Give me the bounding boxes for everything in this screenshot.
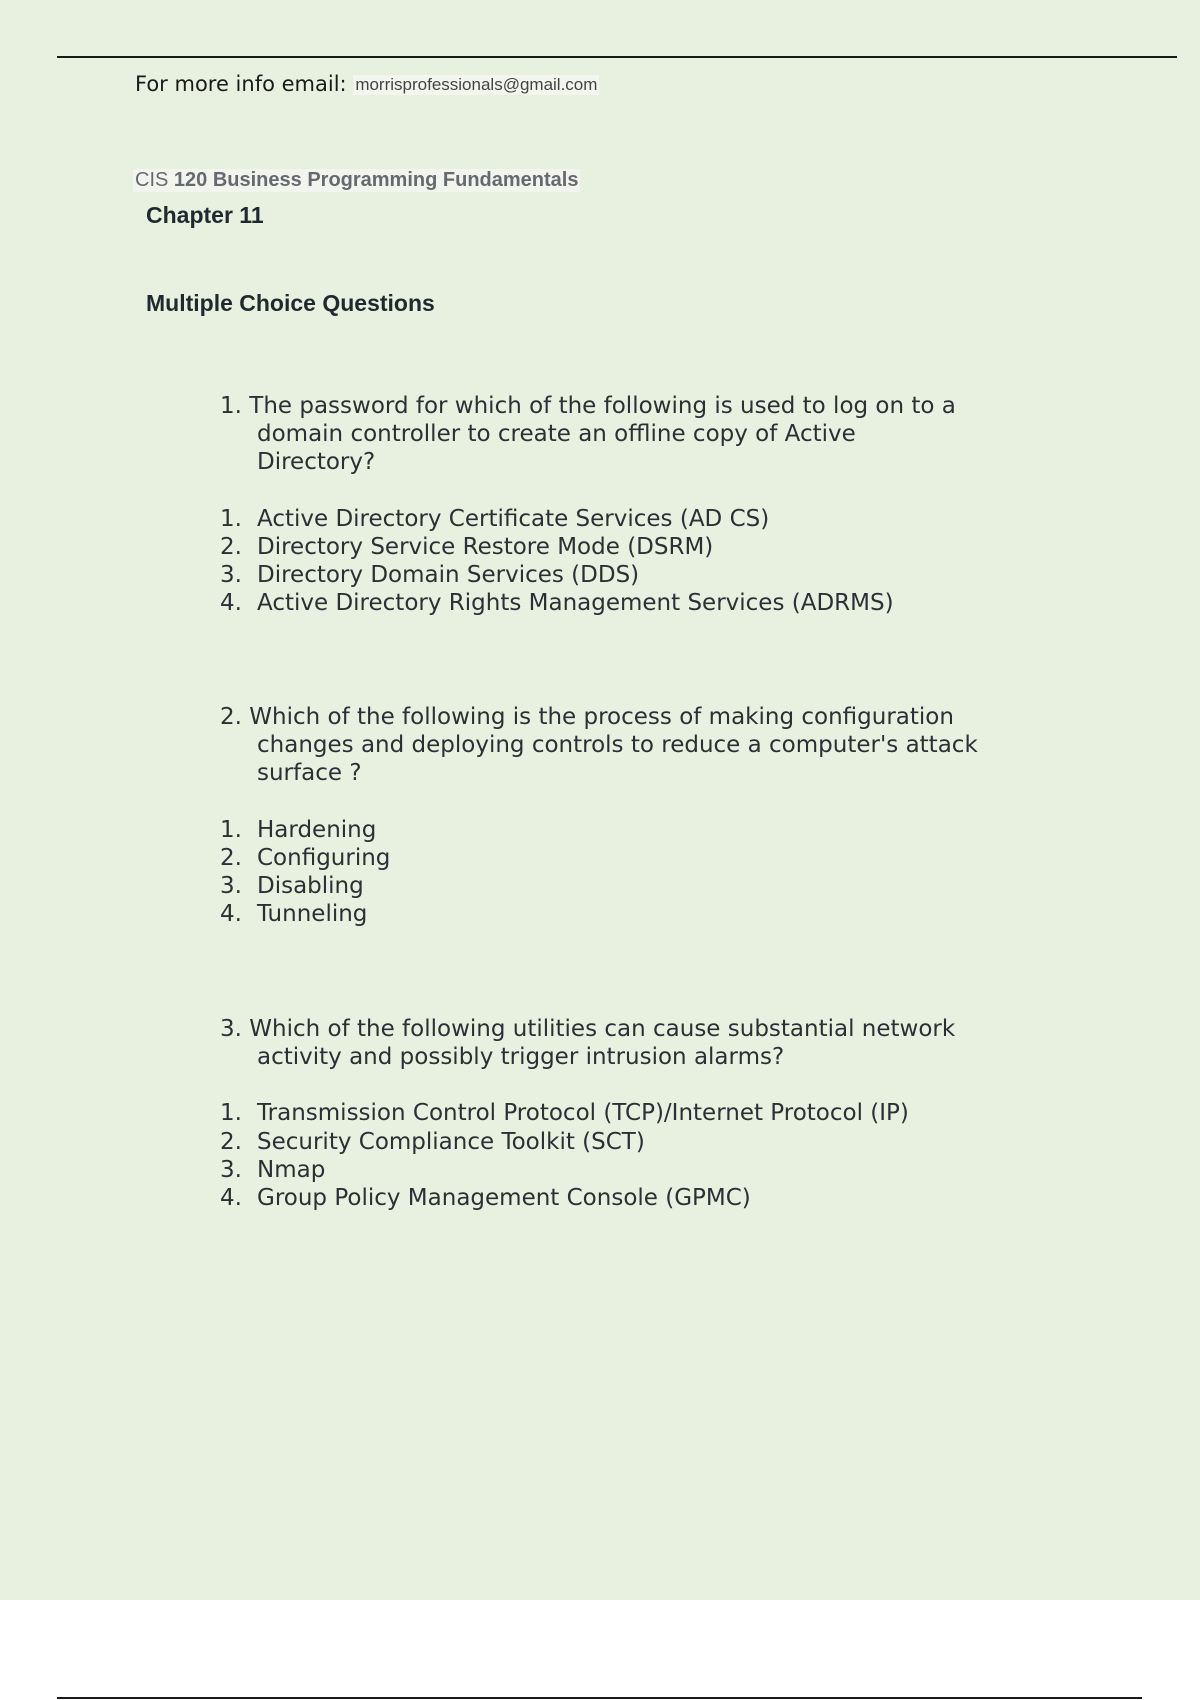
course-prefix: CIS [135, 169, 169, 191]
question-stem-line: changes and deploying controls to reduce a computer's attack [257, 732, 978, 759]
option-number: 3. [220, 873, 242, 900]
header-divider [57, 56, 1177, 58]
question-number: 3. [220, 1016, 242, 1042]
answer-option[interactable] [220, 1128, 1120, 1156]
option-number: 4. [220, 901, 242, 928]
option-number: 2. [220, 533, 242, 560]
course-name: 120 Business Programming Fundamentals [173, 169, 579, 191]
question-3 [220, 1015, 1120, 1212]
option-text: Active Directory Certificate Services (AD CS) [257, 505, 770, 532]
question-1 [220, 392, 1120, 617]
option-number: 1. [220, 505, 242, 532]
question-number: 2. [220, 704, 242, 730]
answer-option[interactable] [220, 844, 1120, 872]
option-text: Directory Service Restore Mode (DSRM) [257, 533, 714, 560]
answer-option[interactable] [220, 1099, 1120, 1127]
question-stem: 2. Which of the following is the process of making configuration [220, 704, 954, 730]
footer-divider [57, 1697, 1142, 1699]
course-title [133, 169, 580, 192]
question-stem-line: surface ? [257, 760, 362, 787]
answer-option[interactable] [220, 900, 1120, 928]
email-label: For more info email: [135, 72, 347, 96]
option-text: Active Directory Rights Management Services (ADRMS) [257, 590, 894, 617]
answer-option[interactable] [220, 1156, 1120, 1184]
option-number: 1. [220, 1100, 242, 1127]
option-text: Group Policy Management Console (GPMC) [257, 1185, 751, 1212]
question-stem-line: Directory? [257, 449, 376, 476]
option-number: 4. [220, 1185, 242, 1212]
question-stem: 3. Which of the following utilities can cause substantial network [220, 1016, 956, 1042]
answer-option[interactable] [220, 816, 1120, 844]
option-text: Tunneling [257, 901, 368, 928]
answer-options [220, 505, 1120, 618]
answer-option[interactable] [220, 589, 1120, 617]
answer-option[interactable] [220, 505, 1120, 533]
question-stem-line: activity and possibly trigger intrusion alarms? [257, 1044, 785, 1071]
contact-line [135, 72, 599, 96]
question-number: 1. [220, 393, 242, 419]
answer-options [220, 1099, 1120, 1212]
option-number: 1. [220, 816, 242, 843]
option-number: 3. [220, 562, 242, 589]
answer-options [220, 816, 1120, 929]
option-number: 3. [220, 1156, 242, 1183]
option-text: Directory Domain Services (DDS) [257, 562, 640, 589]
email-address-link[interactable]: morrisprofessionals@gmail.com [355, 75, 598, 94]
option-number: 4. [220, 590, 242, 617]
section-heading: Multiple Choice Questions [146, 290, 435, 316]
answer-option[interactable] [220, 561, 1120, 589]
chapter-heading: Chapter 11 [146, 202, 264, 228]
option-text: Security Compliance Toolkit (SCT) [257, 1128, 645, 1155]
option-text: Nmap [257, 1156, 326, 1183]
question-stem: 1. The password for which of the following is used to log on to a [220, 393, 956, 419]
option-number: 2. [220, 1128, 242, 1155]
option-text: Configuring [257, 844, 391, 871]
option-text: Transmission Control Protocol (TCP)/Internet Protocol (IP) [257, 1100, 909, 1127]
question-stem-line: domain controller to create an offline copy of Active [257, 421, 856, 448]
question-2 [220, 703, 1120, 928]
answer-option[interactable] [220, 533, 1120, 561]
option-number: 2. [220, 844, 242, 871]
option-text: Disabling [257, 873, 364, 900]
answer-option[interactable] [220, 872, 1120, 900]
option-text: Hardening [257, 816, 377, 843]
answer-option[interactable] [220, 1184, 1120, 1212]
